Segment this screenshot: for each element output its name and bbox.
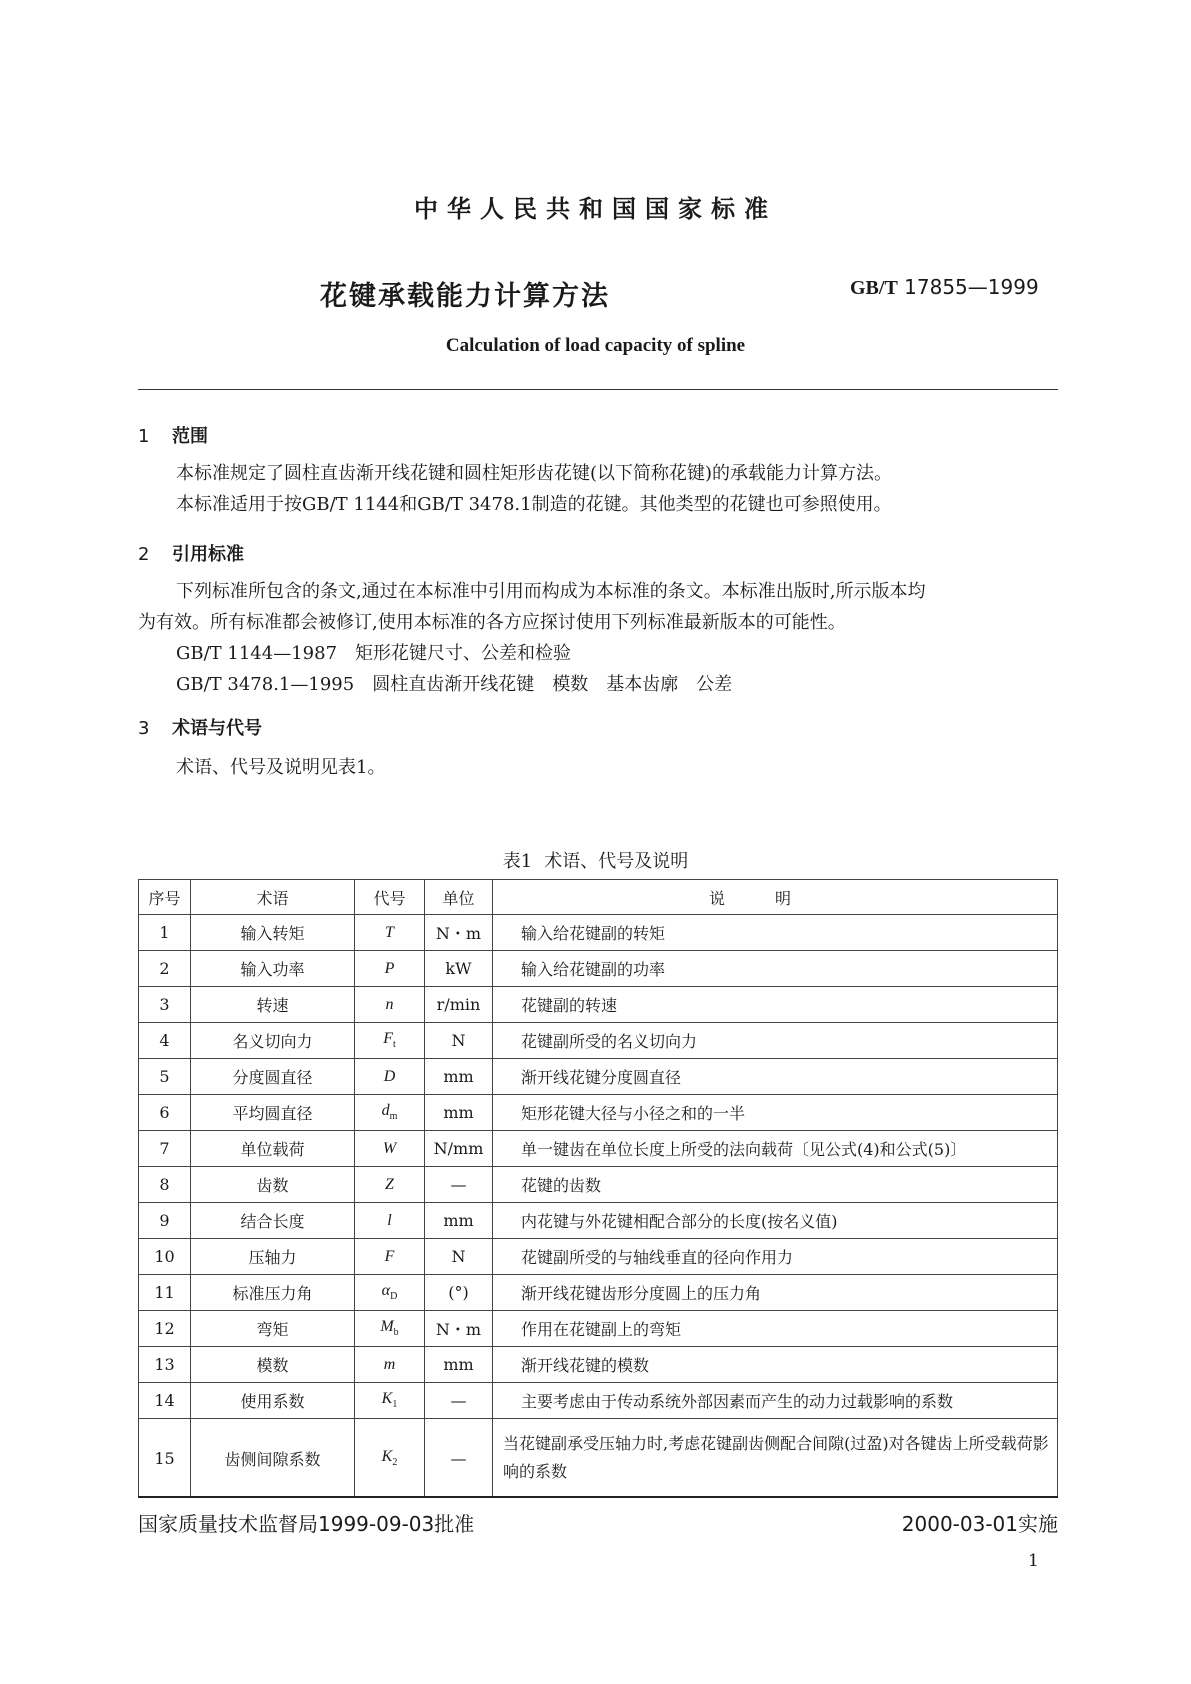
row-number: 12 [139, 1311, 191, 1347]
description-cell: 主要考虑由于传动系统外部因素而产生的动力过载影响的系数 [493, 1383, 1058, 1419]
standard-number [850, 275, 1039, 300]
symbol-cell [355, 1383, 425, 1419]
terms-table [138, 879, 1058, 1498]
symbol-cell [355, 1419, 425, 1498]
unit-cell: — [425, 1419, 493, 1498]
table-row [139, 951, 1058, 987]
section-1-body [138, 458, 1060, 520]
symbol: d [381, 1102, 390, 1120]
row-number: 4 [139, 1023, 191, 1059]
header-divider [138, 389, 1058, 390]
term-cell: 输入转矩 [191, 915, 355, 951]
paragraph: 术语、代号及说明见表1。 [176, 757, 386, 778]
section-number: 1 [138, 426, 150, 447]
symbol-cell [355, 987, 425, 1023]
row-number: 9 [139, 1203, 191, 1239]
description-cell: 渐开线花键分度圆直径 [493, 1059, 1058, 1095]
section-2-body [138, 576, 1060, 700]
description-cell: 花键副所受的名义切向力 [493, 1023, 1058, 1059]
symbol-cell [355, 1059, 425, 1095]
section-heading [138, 422, 208, 448]
table-header-row [139, 880, 1058, 915]
symbol-cell [355, 1347, 425, 1383]
symbol-cell [355, 1023, 425, 1059]
description-cell: 作用在花键副上的弯矩 [493, 1311, 1058, 1347]
standard-code: 17855—1999 [904, 275, 1039, 299]
term-cell: 压轴力 [191, 1239, 355, 1275]
symbol-cell [355, 1095, 425, 1131]
row-number: 5 [139, 1059, 191, 1095]
section-number: 3 [138, 718, 150, 739]
description-cell: 花键副的转速 [493, 987, 1058, 1023]
table-row [139, 1167, 1058, 1203]
symbol-subscript: b [393, 1327, 399, 1339]
standard-prefix: GB/T [850, 277, 898, 299]
symbol: n [385, 995, 394, 1013]
symbol-cell [355, 1311, 425, 1347]
symbol: T [385, 923, 394, 941]
unit-cell: N・m [425, 915, 493, 951]
symbol: K [381, 1390, 393, 1408]
effective-date: 2000-03-01实施 [901, 1512, 1058, 1536]
national-standard-title: 中华人民共和国国家标准 [414, 195, 777, 223]
description-cell: 矩形花键大径与小径之和的一半 [493, 1095, 1058, 1131]
symbol: P [384, 959, 395, 977]
symbol: m [383, 1355, 396, 1373]
term-cell: 模数 [191, 1347, 355, 1383]
symbol-subscript: 2 [392, 1457, 398, 1469]
section-3-body [138, 752, 1060, 783]
table-row [139, 1311, 1058, 1347]
english-title: Calculation of load capacity of spline [445, 335, 746, 356]
row-number: 3 [139, 987, 191, 1023]
header-unit: 单位 [425, 880, 493, 915]
footer-divider [138, 1496, 1058, 1498]
symbol-cell [355, 1203, 425, 1239]
table-row [139, 987, 1058, 1023]
symbol: l [387, 1211, 392, 1229]
description-cell: 单一键齿在单位长度上所受的法向载荷〔见公式(4)和公式(5)〕 [493, 1131, 1058, 1167]
table-caption-title: 术语、代号及说明 [544, 851, 689, 872]
symbol: M [380, 1318, 394, 1336]
term-cell: 分度圆直径 [191, 1059, 355, 1095]
term-cell: 结合长度 [191, 1203, 355, 1239]
reference-item: GB/T 3478.1—1995 圆柱直齿渐开线花键 模数 基本齿廓 公差 [176, 674, 733, 695]
unit-cell: — [425, 1383, 493, 1419]
symbol-cell [355, 1275, 425, 1311]
row-number: 11 [139, 1275, 191, 1311]
section-heading [138, 714, 262, 740]
header-term: 术语 [191, 880, 355, 915]
header-no: 序号 [139, 880, 191, 915]
row-number: 1 [139, 915, 191, 951]
symbol: W [382, 1139, 397, 1157]
symbol-cell [355, 951, 425, 987]
header-description-text: 说明 [708, 888, 841, 908]
unit-cell: mm [425, 1059, 493, 1095]
table-caption [0, 847, 1191, 873]
description-cell: 花键副所受的与轴线垂直的径向作用力 [493, 1239, 1058, 1275]
unit-cell: N/mm [425, 1131, 493, 1167]
table-row [139, 1347, 1058, 1383]
term-cell: 使用系数 [191, 1383, 355, 1419]
symbol: F [384, 1247, 395, 1265]
symbol: D [383, 1067, 396, 1085]
row-number: 15 [139, 1419, 191, 1498]
term-cell: 单位载荷 [191, 1131, 355, 1167]
table-row [139, 1239, 1058, 1275]
row-number: 7 [139, 1131, 191, 1167]
symbol-subscript: D [390, 1291, 398, 1303]
table-row [139, 1203, 1058, 1239]
unit-cell: N [425, 1023, 493, 1059]
paragraph: 本标准适用于按GB/T 1144和GB/T 3478.1制造的花键。其他类型的花键也可参照使用。 [176, 494, 892, 515]
description-cell: 内花键与外花键相配合部分的长度(按名义值) [493, 1203, 1058, 1239]
symbol-cell [355, 915, 425, 951]
symbol-cell [355, 1131, 425, 1167]
symbol: α [381, 1282, 391, 1300]
symbol-subscript: m [389, 1111, 398, 1123]
description-cell: 输入给花键副的功率 [493, 951, 1058, 987]
header-symbol: 代号 [355, 880, 425, 915]
document-title: 花键承载能力计算方法 [320, 281, 610, 312]
table-row [139, 1023, 1058, 1059]
table-row [139, 1383, 1058, 1419]
description-cell: 输入给花键副的转矩 [493, 915, 1058, 951]
description-cell: 当花键副承受压轴力时,考虑花键副齿侧配合间隙(过盈)对各键齿上所受载荷影响的系数 [493, 1419, 1058, 1498]
symbol-cell [355, 1167, 425, 1203]
unit-cell: N・m [425, 1311, 493, 1347]
unit-cell: mm [425, 1347, 493, 1383]
unit-cell: — [425, 1167, 493, 1203]
reference-item: GB/T 1144—1987 矩形花键尺寸、公差和检验 [176, 643, 572, 664]
row-number: 13 [139, 1347, 191, 1383]
table-row [139, 1059, 1058, 1095]
term-cell: 齿数 [191, 1167, 355, 1203]
unit-cell: N [425, 1239, 493, 1275]
unit-cell: mm [425, 1095, 493, 1131]
symbol: K [381, 1447, 393, 1465]
description-cell: 渐开线花键齿形分度圆上的压力角 [493, 1275, 1058, 1311]
term-cell: 输入功率 [191, 951, 355, 987]
unit-cell: r/min [425, 987, 493, 1023]
symbol: Z [385, 1175, 394, 1193]
header-description [493, 880, 1058, 915]
table-row [139, 915, 1058, 951]
symbol-subscript: t [393, 1039, 396, 1051]
section-title: 术语与代号 [172, 718, 262, 739]
description-cell: 渐开线花键的模数 [493, 1347, 1058, 1383]
symbol-subscript: 1 [392, 1399, 398, 1411]
table-caption-label: 表1 [502, 851, 533, 872]
approval-line: 国家质量技术监督局1999-09-03批准 [138, 1512, 475, 1536]
section-title: 范围 [172, 426, 208, 447]
table-row [139, 1095, 1058, 1131]
unit-cell: kW [425, 951, 493, 987]
term-cell: 转速 [191, 987, 355, 1023]
term-cell: 平均圆直径 [191, 1095, 355, 1131]
description-cell: 花键的齿数 [493, 1167, 1058, 1203]
term-cell: 名义切向力 [191, 1023, 355, 1059]
row-number: 8 [139, 1167, 191, 1203]
term-cell: 齿侧间隙系数 [191, 1419, 355, 1498]
row-number: 10 [139, 1239, 191, 1275]
term-cell: 弯矩 [191, 1311, 355, 1347]
row-number: 14 [139, 1383, 191, 1419]
term-cell: 标准压力角 [191, 1275, 355, 1311]
row-number: 2 [139, 951, 191, 987]
paragraph-continuation: 为有效。所有标准都会被修订,使用本标准的各方应探讨使用下列标准最新版本的可能性。 [138, 612, 846, 633]
table-row [139, 1275, 1058, 1311]
paragraph: 本标准规定了圆柱直齿渐开线花键和圆柱矩形齿花键(以下简称花键)的承载能力计算方法。 [176, 463, 893, 484]
paragraph: 下列标准所包含的条文,通过在本标准中引用而构成为本标准的条文。本标准出版时,所示版本均 [176, 581, 926, 602]
symbol: F [383, 1030, 393, 1048]
section-number: 2 [138, 544, 150, 565]
table-row [139, 1131, 1058, 1167]
row-number: 6 [139, 1095, 191, 1131]
unit-cell: (°) [425, 1275, 493, 1311]
section-title: 引用标准 [172, 544, 244, 565]
table-row [139, 1419, 1058, 1498]
unit-cell: mm [425, 1203, 493, 1239]
section-heading [138, 540, 244, 566]
page-number: 1 [1028, 1551, 1039, 1571]
symbol-cell [355, 1239, 425, 1275]
